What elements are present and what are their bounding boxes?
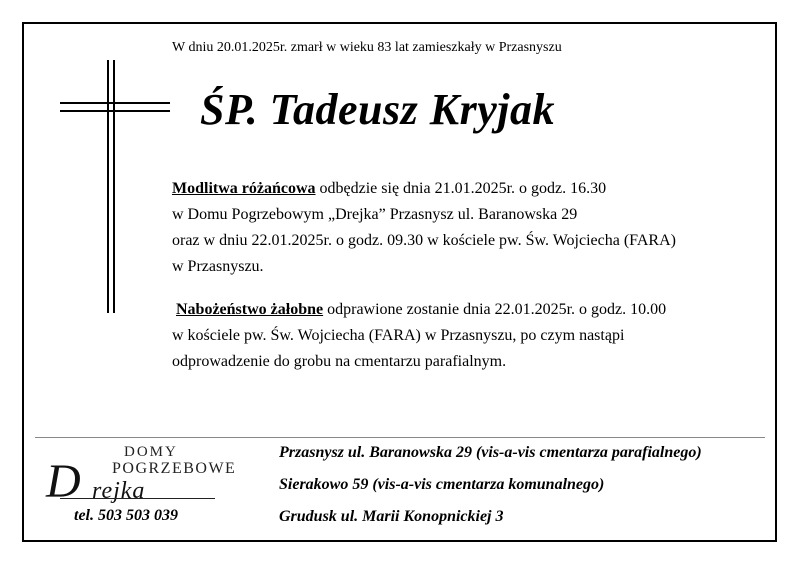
rosary-line: w Domu Pogrzebowym „Drejka” Przasnysz ul. Baranowska 29: [172, 206, 578, 223]
deceased-name: ŚP. Tadeusz Kryjak: [200, 85, 555, 134]
cross-horizontal-icon: [60, 102, 170, 112]
footer-divider: [35, 437, 765, 438]
funeral-rest: odprawione zostanie dnia 22.01.2025r. o godz. 10.00: [323, 301, 667, 318]
address-przasnysz: Przasnysz ul. Baranowska 29 (vis-a-vis cmentarza parafialnego): [279, 444, 702, 461]
address-grudusk: Grudusk ul. Marii Konopnickiej 3: [279, 508, 504, 525]
funeral-line: w kościele pw. Św. Wojciecha (FARA) w Przasnyszu, po czym nastąpi: [172, 327, 625, 344]
address-sierakowo: Sierakowo 59 (vis-a-vis cmentarza komunalnego): [279, 476, 605, 493]
rosary-paragraph: [172, 176, 676, 280]
logo-brand: rejka: [92, 478, 146, 504]
rosary-first-line: [172, 176, 676, 202]
logo-line-domy: DOMY: [124, 444, 178, 460]
funeral-paragraph: [172, 297, 666, 375]
logo-line-pogrzebowe: POGRZEBOWE: [112, 460, 237, 477]
logo-monogram: D: [46, 455, 81, 508]
rosary-rest: odbędzie się dnia 21.01.2025r. o godz. 16.30: [315, 180, 607, 197]
rosary-line: oraz w dniu 22.01.2025r. o godz. 09.30 w kościele pw. Św. Wojciecha (FARA): [172, 232, 676, 249]
funeral-line: odprowadzenie do grobu na cmentarzu parafialnym.: [172, 353, 507, 370]
intro-text: W dniu 20.01.2025r. zmarł w wieku 83 lat zamieszkały w Przasnyszu: [172, 40, 562, 55]
funeral-lead: Nabożeństwo żałobne: [176, 301, 324, 318]
rosary-lead: Modlitwa różańcowa: [172, 180, 316, 197]
cross-vertical-icon: [107, 60, 115, 313]
logo-underline: [60, 498, 215, 499]
rosary-line: w Przasnyszu.: [172, 258, 264, 275]
funeral-first-line: [172, 297, 666, 323]
phone-number: tel. 503 503 039: [74, 507, 178, 524]
